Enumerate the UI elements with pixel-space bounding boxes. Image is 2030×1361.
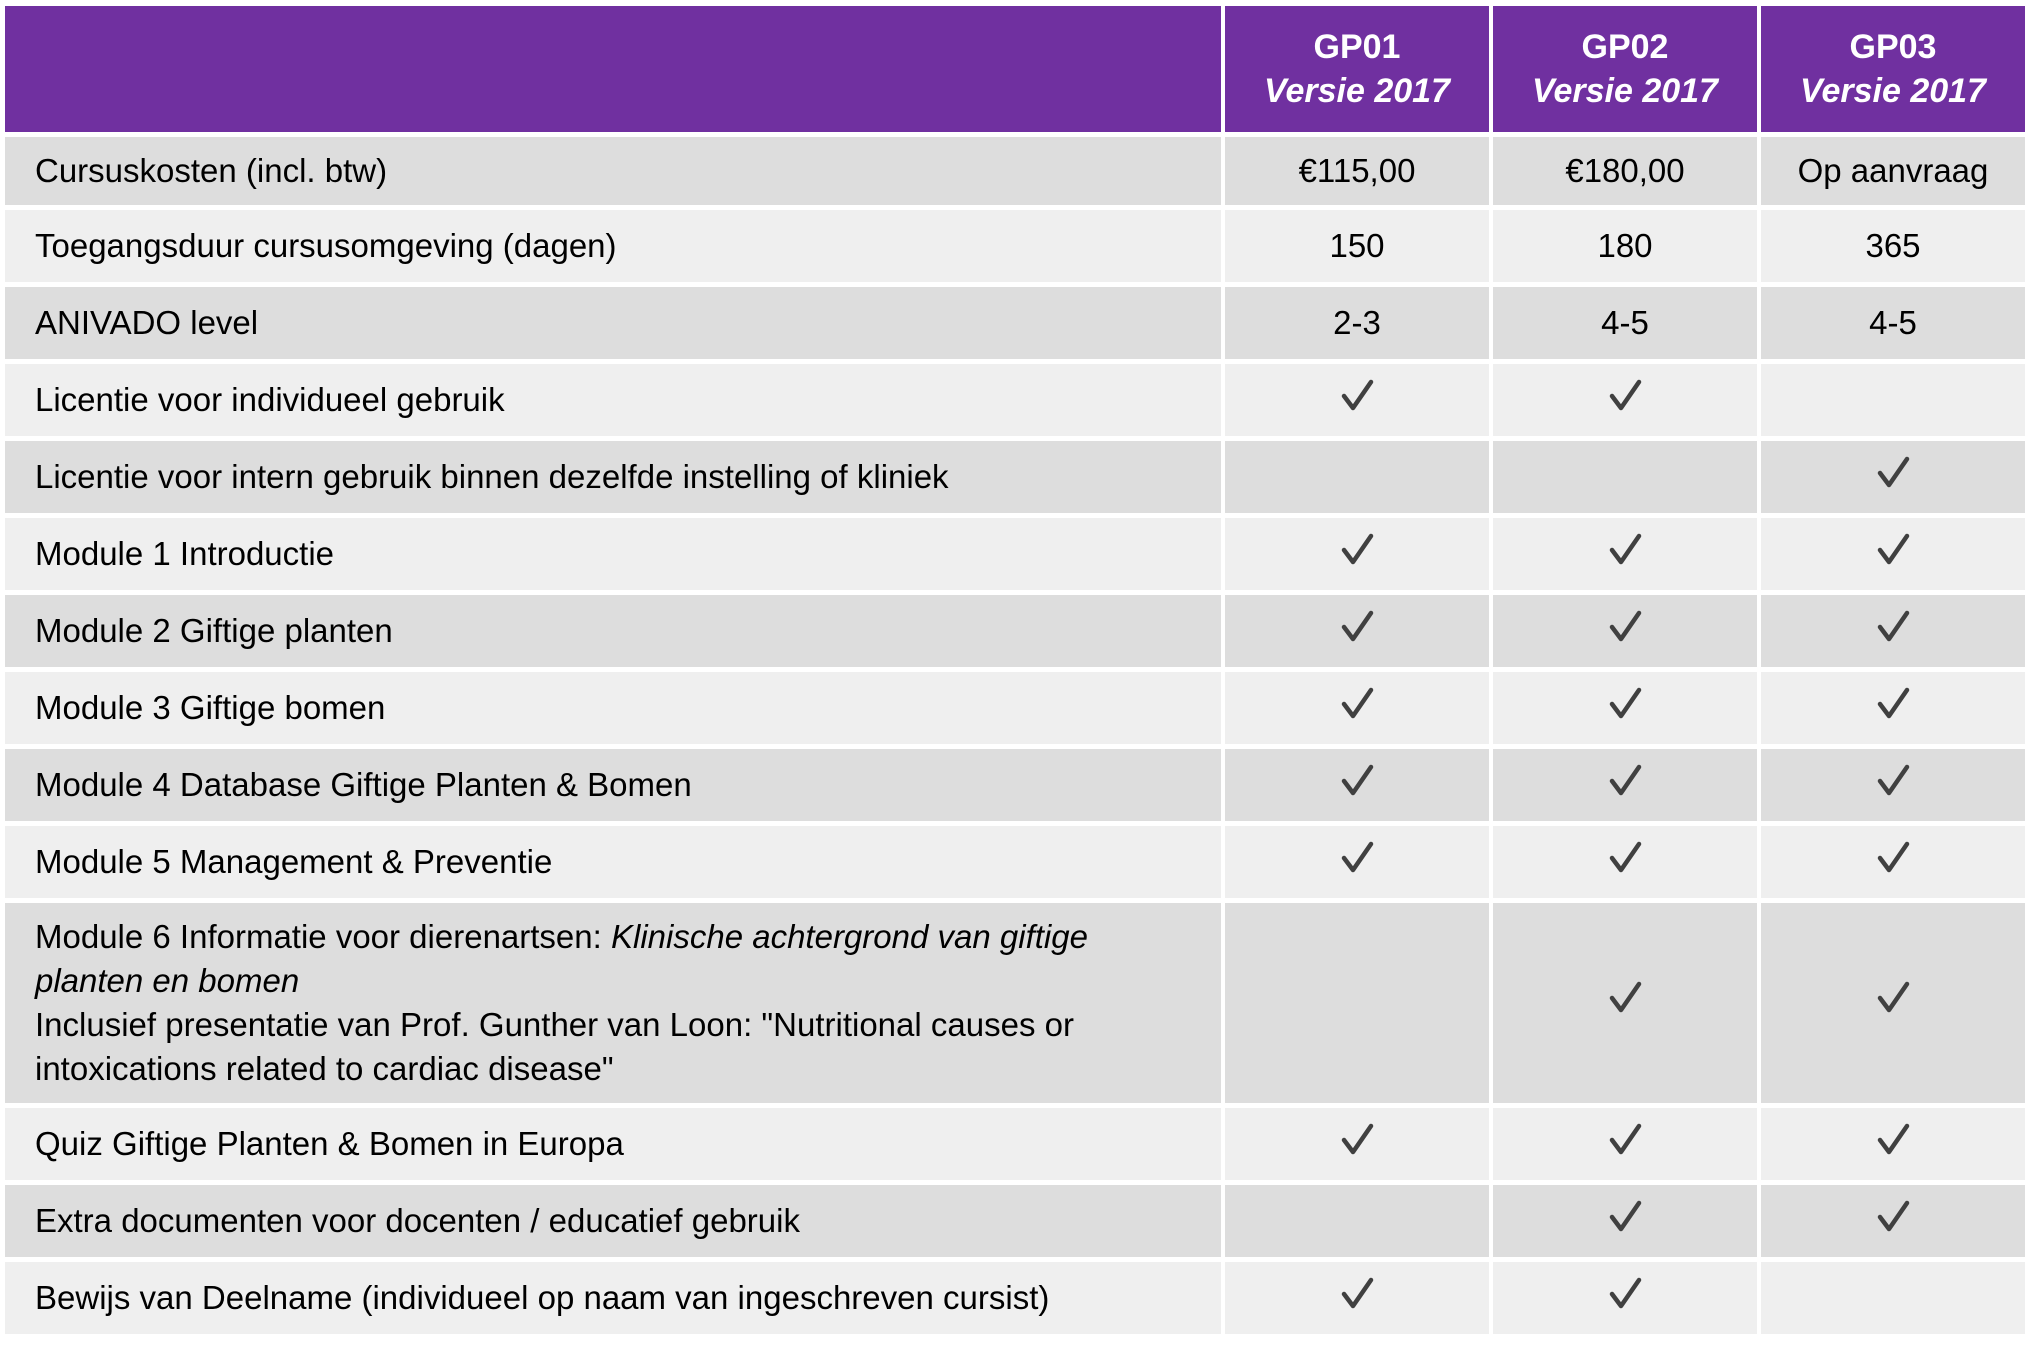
row-label — [5, 1262, 1221, 1334]
row-label-italic: Klinische achtergrond van giftige planten en bomen — [35, 918, 1088, 999]
checkmark-icon — [1876, 764, 1910, 798]
column-code: GP01 — [1313, 28, 1401, 66]
checkmark-icon — [1608, 841, 1642, 875]
checkmark-icon — [1608, 1277, 1642, 1311]
column-code: GP02 — [1581, 28, 1669, 66]
value-cell — [1493, 1108, 1757, 1180]
value-cell: 4-5 — [1761, 287, 2025, 359]
header-gp03 — [1761, 6, 2025, 132]
row-label-text: Cursuskosten (incl. btw) — [35, 152, 388, 189]
table-row — [5, 1262, 2025, 1334]
checkmark-icon — [1340, 687, 1374, 721]
row-label-line2: Inclusief presentatie van Prof. Gunther van Loon: "Nutritional causes or intoxications related to cardiac disease" — [35, 1006, 1074, 1087]
row-label — [5, 595, 1221, 667]
table-row — [5, 441, 2025, 513]
row-label-text: Quiz Giftige Planten & Bomen in Europa — [35, 1125, 624, 1162]
table-row — [5, 364, 2025, 436]
checkmark-icon — [1340, 379, 1374, 413]
row-label-text: Licentie voor individueel gebruik — [35, 381, 505, 418]
checkmark-icon — [1608, 533, 1642, 567]
value-cell — [1493, 749, 1757, 821]
row-label — [5, 364, 1221, 436]
value-cell — [1225, 672, 1489, 744]
checkmark-icon — [1876, 981, 1910, 1015]
table-row — [5, 287, 2025, 359]
checkmark-icon — [1340, 1123, 1374, 1157]
checkmark-icon — [1340, 841, 1374, 875]
value-cell — [1225, 364, 1489, 436]
checkmark-icon — [1340, 1277, 1374, 1311]
checkmark-icon — [1876, 533, 1910, 567]
row-label-text: Extra documenten voor docenten / educatief gebruik — [35, 1202, 800, 1239]
checkmark-icon — [1876, 610, 1910, 644]
checkmark-icon — [1340, 610, 1374, 644]
value-cell — [1225, 1108, 1489, 1180]
checkmark-icon — [1876, 1200, 1910, 1234]
column-version: Versie 2017 — [1800, 72, 1986, 110]
row-label-text: Module 1 Introductie — [35, 535, 335, 572]
value-cell — [1225, 1262, 1489, 1334]
row-label — [5, 749, 1221, 821]
row-label — [5, 1185, 1221, 1257]
row-label-text: Licentie voor intern gebruik binnen dezelfde instelling of kliniek — [35, 458, 949, 495]
table-row — [5, 1108, 2025, 1180]
table-row — [5, 1185, 2025, 1257]
value-cell — [1225, 826, 1489, 898]
row-label-prefix: Module 6 Informatie voor dierenartsen: — [35, 918, 611, 955]
value-cell — [1225, 441, 1489, 513]
value-cell — [1493, 441, 1757, 513]
table-row — [5, 826, 2025, 898]
value-cell — [1493, 595, 1757, 667]
value-cell — [1225, 518, 1489, 590]
value-cell: 150 — [1225, 210, 1489, 282]
value-cell — [1225, 749, 1489, 821]
value-cell — [1761, 1108, 2025, 1180]
checkmark-icon — [1608, 610, 1642, 644]
value-cell: €115,00 — [1225, 137, 1489, 205]
checkmark-icon — [1876, 1123, 1910, 1157]
value-cell — [1225, 595, 1489, 667]
column-version: Versie 2017 — [1264, 72, 1450, 110]
checkmark-icon — [1340, 764, 1374, 798]
checkmark-icon — [1608, 687, 1642, 721]
table-row — [5, 210, 2025, 282]
value-cell — [1493, 903, 1757, 1103]
value-cell — [1493, 672, 1757, 744]
value-cell — [1761, 749, 2025, 821]
header-gp02 — [1493, 6, 1757, 132]
checkmark-icon — [1608, 764, 1642, 798]
row-label — [5, 287, 1221, 359]
header-empty-cell — [5, 6, 1221, 132]
checkmark-icon — [1876, 456, 1910, 490]
value-cell: 2-3 — [1225, 287, 1489, 359]
row-label — [5, 518, 1221, 590]
value-cell — [1493, 1185, 1757, 1257]
row-label-text: Toegangsduur cursusomgeving (dagen) — [35, 227, 617, 264]
value-cell — [1761, 826, 2025, 898]
value-cell — [1761, 518, 2025, 590]
checkmark-icon — [1876, 687, 1910, 721]
row-label-text: Bewijs van Deelname (individueel op naam van ingeschreven cursist) — [35, 1279, 1050, 1316]
row-label — [5, 903, 1221, 1103]
column-code: GP03 — [1849, 28, 1937, 66]
value-cell: Op aanvraag — [1761, 137, 2025, 205]
value-cell — [1493, 826, 1757, 898]
row-label — [5, 1108, 1221, 1180]
value-cell — [1761, 672, 2025, 744]
table-row — [5, 749, 2025, 821]
checkmark-icon — [1608, 1200, 1642, 1234]
value-cell — [1493, 364, 1757, 436]
value-cell: 365 — [1761, 210, 2025, 282]
comparison-table — [1, 1, 2029, 1339]
row-label-text: Module 2 Giftige planten — [35, 612, 393, 649]
checkmark-icon — [1608, 379, 1642, 413]
checkmark-icon — [1608, 981, 1642, 1015]
row-label-text: ANIVADO level — [35, 304, 259, 341]
row-label — [5, 137, 1221, 205]
table-row — [5, 518, 2025, 590]
row-label-text: Module 3 Giftige bomen — [35, 689, 386, 726]
table-row — [5, 903, 2025, 1103]
row-label — [5, 672, 1221, 744]
value-cell — [1493, 518, 1757, 590]
row-label — [5, 441, 1221, 513]
row-label-text: Module 5 Management & Preventie — [35, 843, 553, 880]
row-label-text: Module 4 Database Giftige Planten & Bomen — [35, 766, 692, 803]
header-row — [5, 6, 2025, 132]
table-row — [5, 595, 2025, 667]
value-cell — [1761, 595, 2025, 667]
value-cell — [1761, 441, 2025, 513]
value-cell — [1761, 1262, 2025, 1334]
checkmark-icon — [1608, 1123, 1642, 1157]
value-cell: 180 — [1493, 210, 1757, 282]
value-cell: 4-5 — [1493, 287, 1757, 359]
value-cell — [1761, 1185, 2025, 1257]
value-cell: €180,00 — [1493, 137, 1757, 205]
row-label — [5, 826, 1221, 898]
value-cell — [1761, 903, 2025, 1103]
value-cell — [1225, 903, 1489, 1103]
checkmark-icon — [1340, 533, 1374, 567]
value-cell — [1225, 1185, 1489, 1257]
table-row — [5, 672, 2025, 744]
value-cell — [1493, 1262, 1757, 1334]
header-gp01 — [1225, 6, 1489, 132]
row-label — [5, 210, 1221, 282]
checkmark-icon — [1876, 841, 1910, 875]
table-row — [5, 137, 2025, 205]
column-version: Versie 2017 — [1532, 72, 1718, 110]
value-cell — [1761, 364, 2025, 436]
